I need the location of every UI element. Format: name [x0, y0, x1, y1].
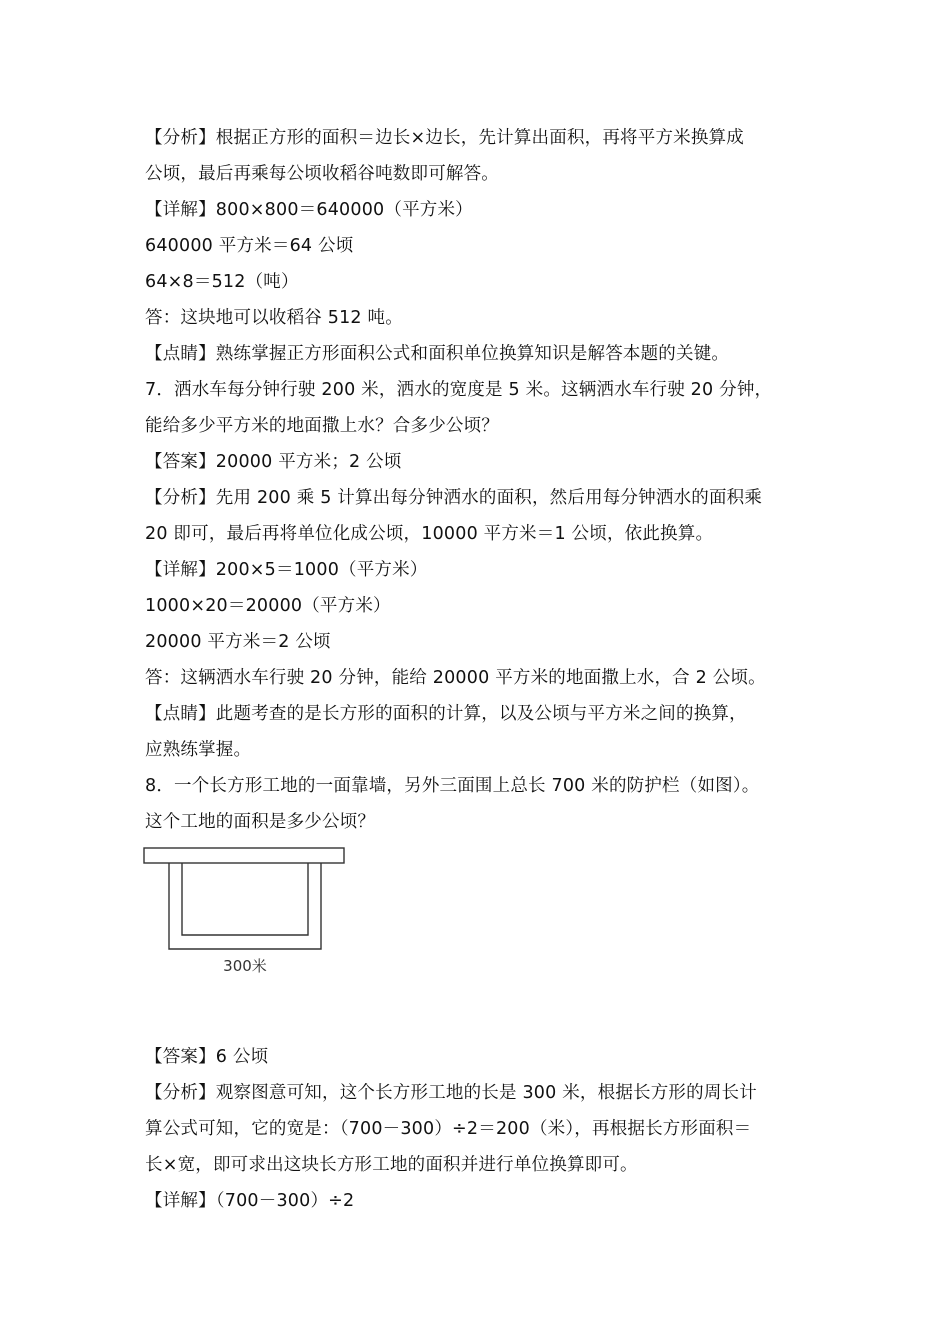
text-line: 【点睛】此题考查的是长方形的面积的计算，以及公顷与平方米之间的换算，	[145, 704, 747, 724]
inner-fence	[182, 863, 308, 935]
text-line: 公顷，最后再乘每公顷收稻谷吨数即可解答。	[145, 164, 499, 184]
text-line: 【答案】6 公顷	[145, 1047, 269, 1067]
text-line: 【分析】观察图意可知，这个长方形工地的长是 300 米，根据长方形的周长计	[145, 1083, 757, 1103]
text-line: 长×宽，即可求出这块长方形工地的面积并进行单位换算即可。	[145, 1155, 638, 1175]
text-line: 应熟练掌握。	[145, 740, 252, 760]
text-line: 能给多少平方米的地面撒上水？合多少公顷？	[145, 416, 499, 436]
text-line: 【分析】先用 200 乘 5 计算出每分钟洒水的面积，然后用每分钟洒水的面积乘	[145, 488, 763, 508]
text-line: 1000×20＝20000（平方米）	[145, 596, 391, 616]
text-line: 20000 平方米＝2 公顷	[145, 632, 331, 652]
outer-fence	[169, 863, 321, 949]
text-line: 这个工地的面积是多少公顷？	[145, 812, 376, 832]
text-line: 【详解】（700－300）÷2	[145, 1191, 355, 1211]
length-label: 300米	[223, 957, 267, 975]
text-line: 【点睛】熟练掌握正方形面积公式和面积单位换算知识是解答本题的关键。	[145, 344, 730, 364]
wall-rect	[144, 848, 344, 863]
question-7: 7．洒水车每分钟行驶 200 米，洒水的宽度是 5 米。这辆洒水车行驶 20 分钟，	[145, 380, 773, 400]
diagram-svg	[140, 842, 350, 982]
text-line: 算公式可知，它的宽是：（700－300）÷2＝200（米），再根据长方形面积＝	[145, 1119, 752, 1139]
text-line: 【答案】20000 平方米；2 公顷	[145, 452, 402, 472]
text-line: 20 即可，最后再将单位化成公顷，10000 平方米＝1 公顷，依此换算。	[145, 524, 714, 544]
text-line: 640000 平方米＝64 公顷	[145, 236, 354, 256]
text-line: 答：这块地可以收稻谷 512 吨。	[145, 308, 403, 328]
construction-site-diagram	[140, 842, 350, 982]
text-line: 【详解】800×800＝640000（平方米）	[145, 200, 473, 220]
text-line: 【详解】200×5＝1000（平方米）	[145, 560, 428, 580]
text-line: 64×8＝512（吨）	[145, 272, 299, 292]
text-line: 答：这辆洒水车行驶 20 分钟，能给 20000 平方米的地面撒上水，合 2 公顷。	[145, 668, 766, 688]
text-line: 【分析】根据正方形的面积＝边长×边长，先计算出面积，再将平方米换算成	[145, 128, 744, 148]
question-8: 8．一个长方形工地的一面靠墙，另外三面围上总长 700 米的防护栏（如图）。	[145, 776, 760, 796]
